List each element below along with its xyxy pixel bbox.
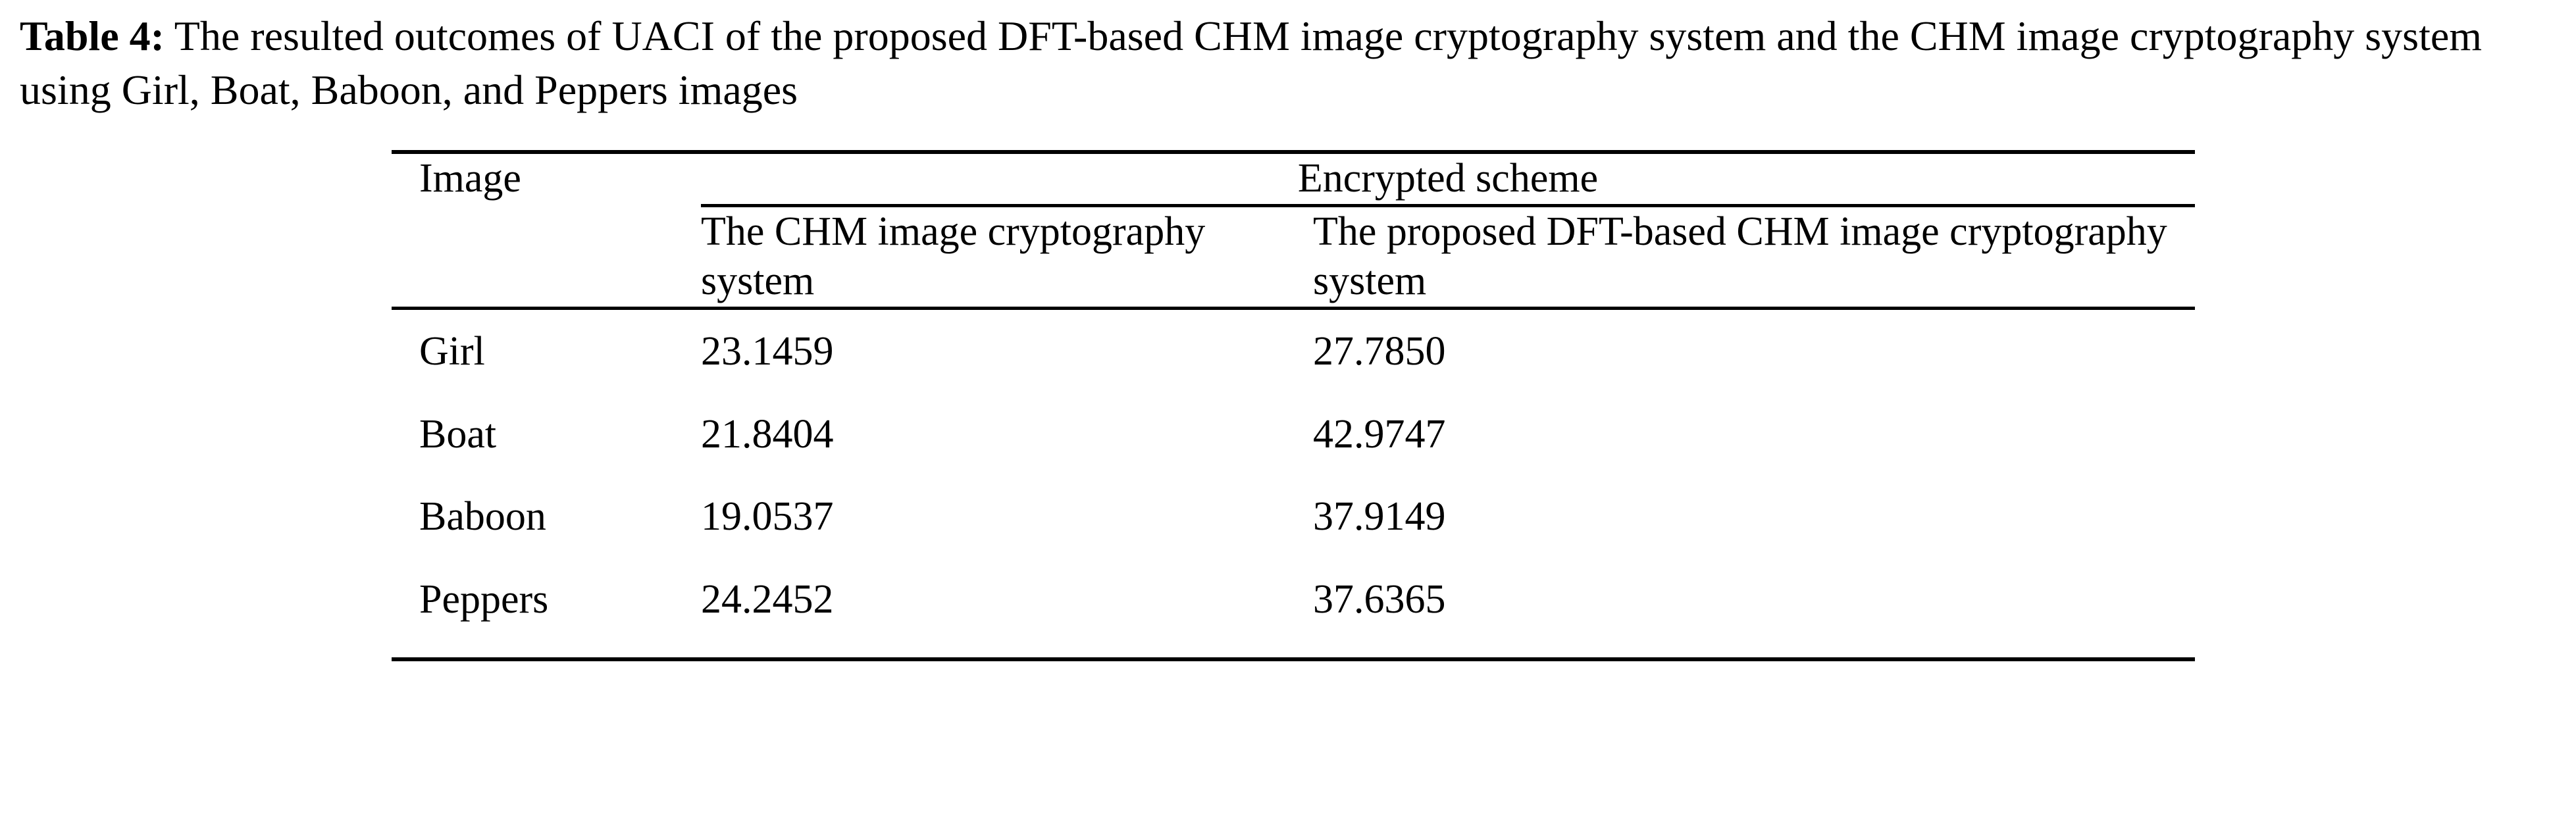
subheader-dft: The proposed DFT-based CHM image cryptography system [1313,207,2195,309]
cell-dft-value: 37.6365 [1313,576,1446,622]
uaci-results-table [392,150,2195,661]
table-header [392,152,2195,308]
cell-chm-value: 21.8404 [701,411,834,457]
cell-image-name: Girl [419,328,485,374]
cell-dft-value: 37.9149 [1313,494,1446,540]
table-caption [0,0,2576,117]
table-bottom-rule [392,640,2195,659]
table-caption-text: The resulted outcomes of UACI of the proposed DFT-based CHM image cryptography system and the CHM image cryptography system using Girl, Boat, Baboon, and Peppers images [20,13,2483,113]
cell-dft-value: 42.9747 [1313,411,1446,457]
table-subheader-row [392,207,2195,309]
table-row [392,308,2195,392]
cell-image-name: Baboon [419,494,546,540]
table-row [392,393,2195,476]
cell-image-name: Peppers [419,576,549,622]
cell-chm-value: 23.1459 [701,328,834,374]
cell-dft-value: 27.7850 [1313,328,1446,374]
subheader-empty [392,207,701,309]
header-image-col: Image [392,152,701,204]
cell-chm-value: 19.0537 [701,494,834,540]
table-container [392,150,2195,661]
cell-image-name: Boat [419,411,497,457]
cell-chm-value: 24.2452 [701,576,834,622]
subheader-chm: The CHM image cryptography system [701,207,1313,309]
table-row [392,475,2195,558]
table-body [392,308,2195,659]
table-header-row-group [392,152,2195,204]
table-row [392,558,2195,641]
header-encrypted-scheme: Encrypted scheme [701,152,2195,204]
table-caption-label: Table 4: [20,13,165,59]
